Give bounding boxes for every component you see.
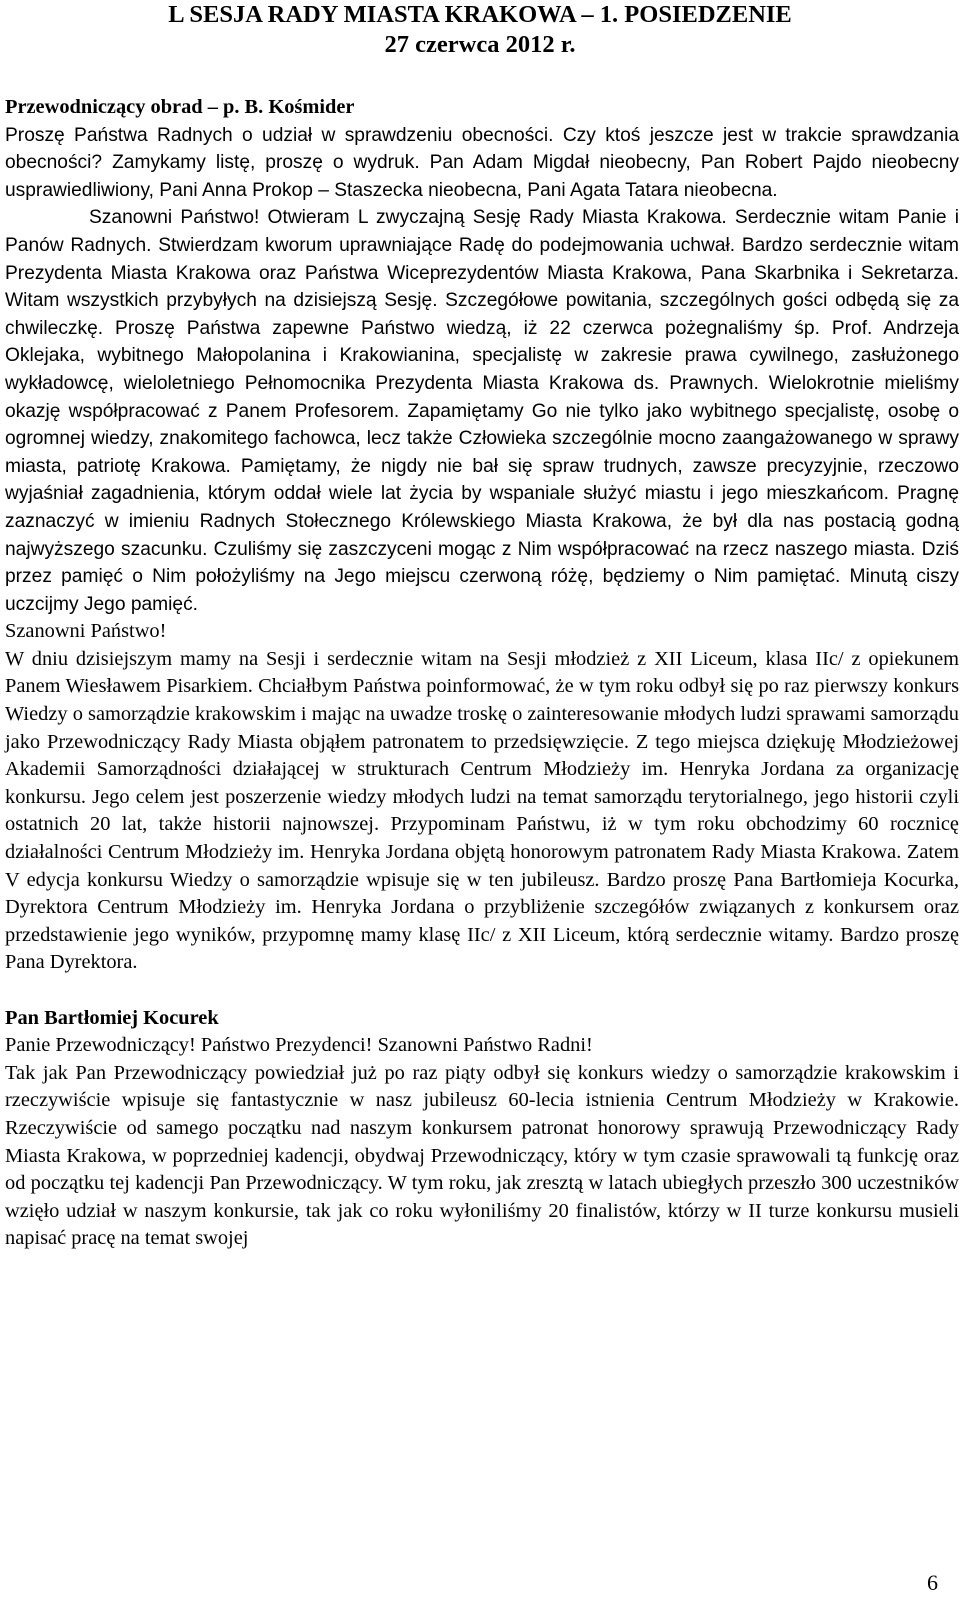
paragraph xyxy=(5,204,959,618)
paragraph: Tak jak Pan Przewodniczący powiedział już po raz piąty odbył się konkurs wiedzy o samorządzie krakowskim i rzeczywiście wpisuje się fantastycznie w nasz jubileusz 60-lecia istnienia Centrum Młodzieży w Krakowie. Rzeczywiście od samego początku nad naszym konkursem patronat honorowy sprawują Przewodniczący Rady Miasta Krakowa, w poprzedniej kadencji, obydwaj Przewodniczący, który w tym czasie sprawowali tą funkcję oraz od początku tej kadencji Pan Przewodniczący. W tym roku, jak zresztą w latach ubiegłych przeszło 300 uczestników wzięło udział w naszym konkursie, tak jak co roku wyłoniliśmy 20 finalistów, którzy w II turze konkursu musieli napisać pracę na temat swojej xyxy=(5,1061,959,1250)
spacer xyxy=(5,977,959,1005)
paragraph-text: Otwieram L zwyczajną Sesję Rady Miasta Krakowa. Serdecznie witam Panie i Panów Radnych. Stwierdzam kworum uprawniające Radę do podejmowania uchwał. Bardzo serdecznie witam Prezydenta Miasta Krakowa oraz Państwa Wiceprezydentów Miasta Krakowa, Pana Skarbnika i Sekretarza. Witam wszystkich przybyłych na dzisiejszą Sesję. Szczegółowe powitania, szczególnych gości odbędą się za chwileczkę. Proszę Państwa zapewne Państwo wiedzą, iż 22 czerwca pożegnaliśmy śp. Prof. Andrzeja Oklejaka, wybitnego Małopolanina i Krakowianina, specjalistę w zakresie prawa cywilnego, zasłużonego wykładowcę, wieloletniego Pełnomocnika Prezydenta Miasta Krakowa ds. Prawnych. Wielokrotnie mieliśmy okazję współpracować z Panem Profesorem. Zapamiętamy Go nie tylko jako wybitnego specjalistę, osobę o ogromnej wiedzy, znakomitego fachowca, lecz także Człowieka szczególnie mocno zaangażowanego w sprawy miasta, patriotę Krakowa. Pamiętamy, że nigdy nie bał się spraw trudnych, zawsze precyzyjnie, rzeczowo wyjaśniał zagadnienia, którym oddał wiele lat życia by wspaniale służyć miastu i jego mieszkańcom. Pragnę zaznaczyć w imieniu Radnych Stołecznego Królewskiego Miasta Krakowa, że był dla nas postacią godną najwyższego szacunku. Czuliśmy się zaszczyceni mogąc z Nim współpracować na rzecz naszego miasta. Dziś przez pamięć o Nim położyliśmy na Jego miejscu czerwoną różę, będziemy o Nim pamiętać. Minutą ciszy uczcijmy Jego pamięć. xyxy=(5,207,960,615)
session-date: 27 czerwca 2012 r. xyxy=(384,31,576,58)
session-title: L SESJA RADY MIASTA KRAKOWA – 1. POSIEDZENIE xyxy=(168,1,792,28)
paragraph: Szanowni Państwo! xyxy=(5,620,167,643)
page-number: 6 xyxy=(927,1570,938,1595)
speaker-heading: Pan Bartłomiej Kocurek xyxy=(5,1006,219,1029)
document-header xyxy=(0,0,960,60)
paragraph: W dniu dzisiejszym mamy na Sesji i serdecznie witam na Sesji młodzież z XII Liceum, klasa IIc/ z opiekunem Panem Wiesławem Pisarkiem. Chciałbym Państwa poinformować, że w tym roku odbył się po raz pierwszy konkurs Wiedzy o samorządzie krakowskim i mając na uwadze troskę o zainteresowanie młodych ludzi sprawami samorządu jako Przewodniczący Rady Miasta objąłem patronatem to przedsięwzięcie. Z tego miejsca dziękuję Młodzieżowej Akademii Samorządności działającej w strukturach Centrum Młodzieży im. Henryka Jordana za organizację konkursu. Jego celem jest poszerzenie wiedzy młodych ludzi na temat samorządu terytorialnego, jego historii czyli ostatnich 20 lat, także historii najnowszej. Przypominam Państwu, iż w tym roku obchodzimy 60 rocznicę działalności Centrum Młodzieży im. Henryka Jordana objętą honorowym patronatem Rady Miasta Krakowa. Zatem V edycja konkursu Wiedzy o samorządzie wpisuje się w ten jubileusz. Bardzo proszę Pana Bartłomieja Kocurka, Dyrektora Centrum Młodzieży im. Henryka Jordana o przybliżenie szczegółów związanych z konkursem oraz przedstawienie jego wyników, przypomnę mamy klasę IIc/ z XII Liceum, którą serdecznie witamy. Bardzo proszę Pana Dyrektora. xyxy=(5,647,959,974)
paragraph: Panie Przewodniczący! Państwo Prezydenci! Szanowni Państwo Radni! xyxy=(5,1034,593,1057)
speaker-heading: Przewodniczący obrad – p. B. Kośmider xyxy=(5,96,355,118)
paragraph: Proszę Państwa Radnych o udział w sprawdzeniu obecności. Czy ktoś jeszcze jest w trakcie sprawdzania obecności? Zamykamy listę, proszę o wydruk. Pan Adam Migdał nieobecny, Pan Robert Pajdo nieobecny usprawiedliwiony, Pani Anna Prokop – Staszecka nieobecna, Pani Agata Tatara nieobecna. xyxy=(5,124,959,201)
transcript-body xyxy=(5,94,959,1253)
greeting-text: Szanowni Państwo! xyxy=(89,207,260,229)
